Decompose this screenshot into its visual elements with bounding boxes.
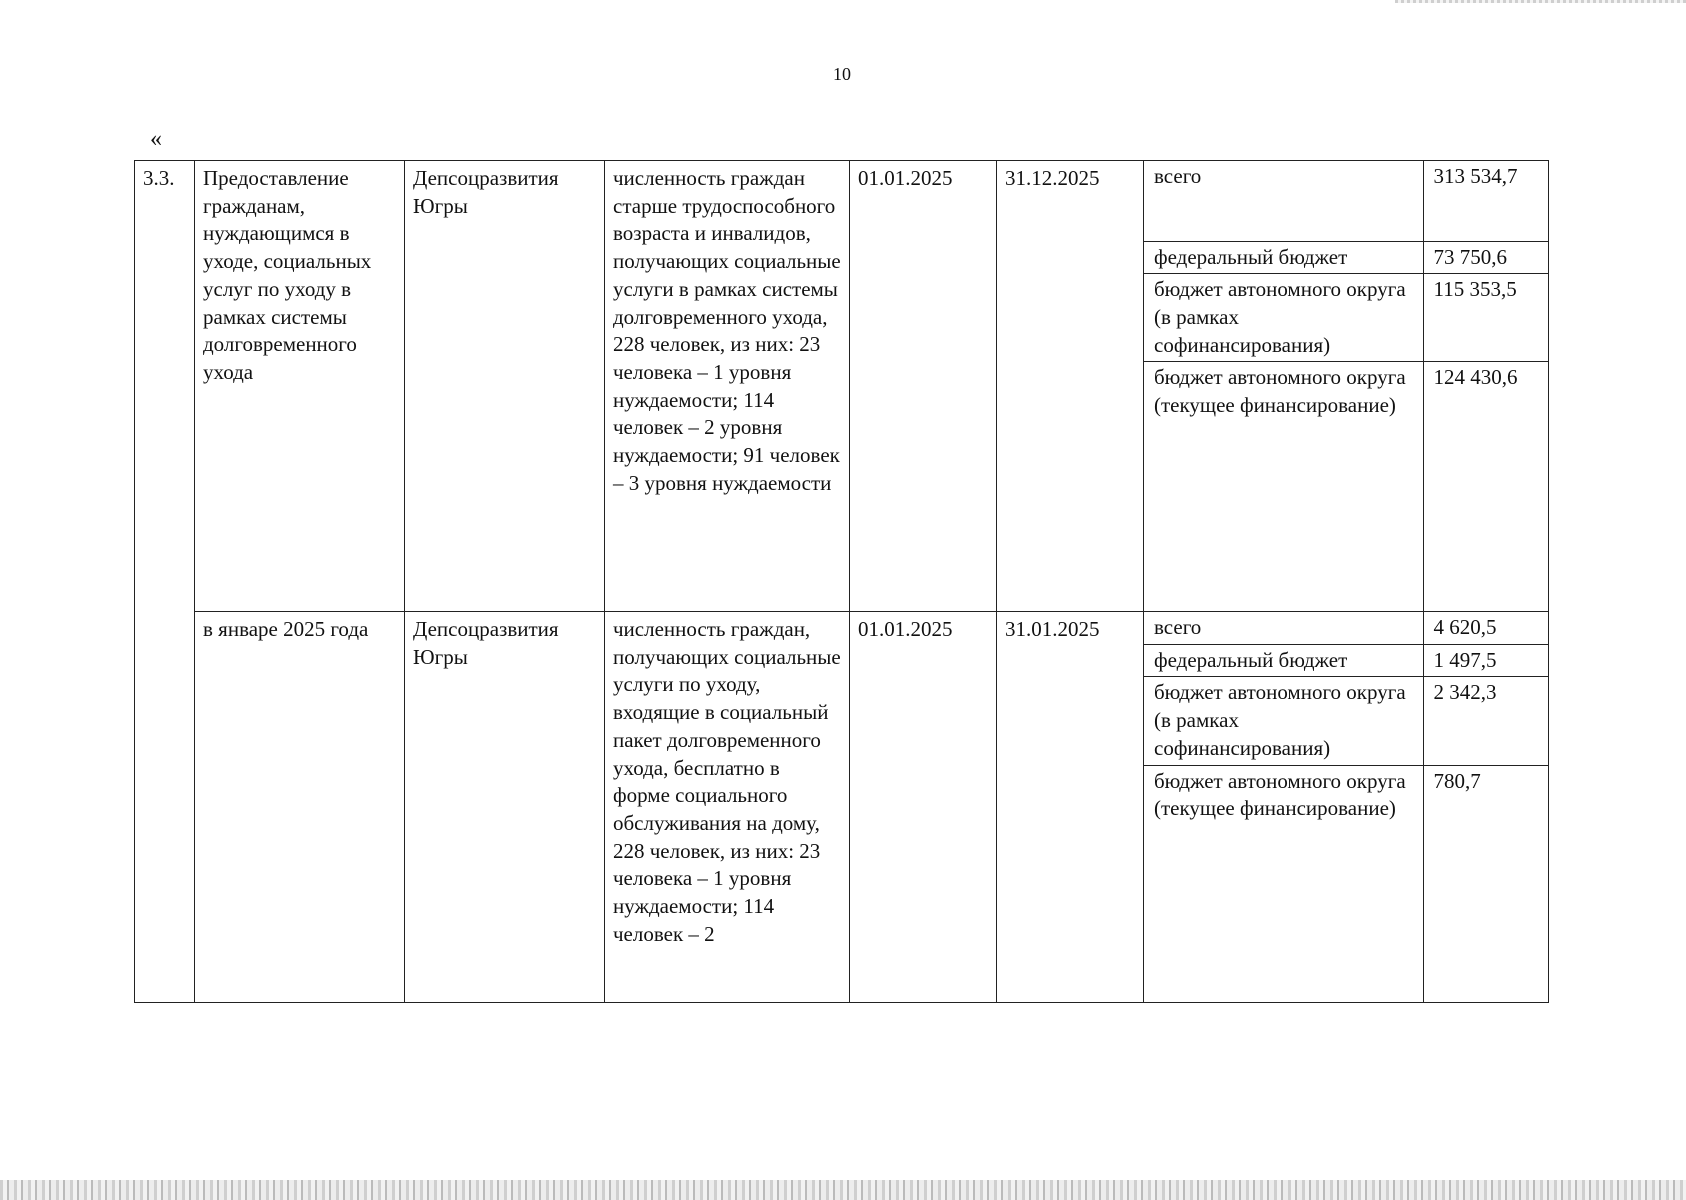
item-executor: Депсоцразвития Югры — [405, 612, 605, 1003]
scan-edge-bottom — [0, 1180, 1686, 1200]
table-row — [135, 161, 1549, 612]
program-table — [134, 160, 1549, 1003]
table-row — [135, 612, 1549, 1003]
item-name: Предоставление гражданам, нуждающимся в уходе, социальных услуг по уходу в рамках системы долговременного ухода — [195, 161, 405, 612]
finance-row — [1144, 644, 1548, 677]
finance-amount: 4 620,5 — [1423, 612, 1548, 644]
item-name: в январе 2025 года — [195, 612, 405, 1003]
item-indicator: численность граждан старше трудоспособного возраста и инвалидов, получающих социальные услуги в рамках системы долговременного ухода, 228 человек, из них: 23 человека – 1 уровня нуждаемости; 114 человек – 2 уровня нуждаемости; 91 человек – 3 уровня нуждаемости — [605, 161, 850, 612]
finance-row — [1144, 161, 1548, 241]
finance-row — [1144, 362, 1548, 611]
page-number: 10 — [833, 64, 851, 84]
finance-source: бюджет автономного округа (текущее финансирование) — [1144, 765, 1423, 1002]
finance-row — [1144, 241, 1548, 274]
scan-edge-top — [1395, 0, 1686, 3]
item-start-date: 01.01.2025 — [850, 612, 997, 1003]
finance-row — [1144, 274, 1548, 362]
finance-amount: 115 353,5 — [1423, 274, 1548, 362]
finance-table — [1144, 161, 1548, 611]
item-end-date: 31.12.2025 — [997, 161, 1144, 612]
finance-row — [1144, 677, 1548, 765]
finance-source: федеральный бюджет — [1144, 644, 1423, 677]
finance-row — [1144, 765, 1548, 1002]
finance-source: всего — [1144, 612, 1423, 644]
opening-quote: « — [150, 126, 162, 152]
finance-source: федеральный бюджет — [1144, 241, 1423, 274]
finance-source: бюджет автономного округа (в рамках софинансирования) — [1144, 677, 1423, 765]
finance-cell — [1144, 612, 1549, 1003]
finance-amount: 313 534,7 — [1423, 161, 1548, 241]
finance-source: всего — [1144, 161, 1423, 241]
finance-row — [1144, 612, 1548, 644]
item-number: 3.3. — [135, 161, 195, 1003]
finance-table — [1144, 612, 1548, 1002]
item-start-date: 01.01.2025 — [850, 161, 997, 612]
item-executor: Депсоцразвития Югры — [405, 161, 605, 612]
finance-source: бюджет автономного округа (в рамках софинансирования) — [1144, 274, 1423, 362]
finance-amount: 73 750,6 — [1423, 241, 1548, 274]
item-indicator: численность граждан, получающих социальные услуги по уходу, входящие в социальный пакет долговременного ухода, бесплатно в форме социального обслуживания на дому, 228 человек, из них: 23 человека – 1 уровня нуждаемости; 114 человек – 2 — [605, 612, 850, 1003]
finance-source: бюджет автономного округа (текущее финансирование) — [1144, 362, 1423, 611]
finance-amount: 124 430,6 — [1423, 362, 1548, 611]
item-end-date: 31.01.2025 — [997, 612, 1144, 1003]
finance-amount: 780,7 — [1423, 765, 1548, 1002]
finance-amount: 2 342,3 — [1423, 677, 1548, 765]
finance-cell — [1144, 161, 1549, 612]
finance-amount: 1 497,5 — [1423, 644, 1548, 677]
